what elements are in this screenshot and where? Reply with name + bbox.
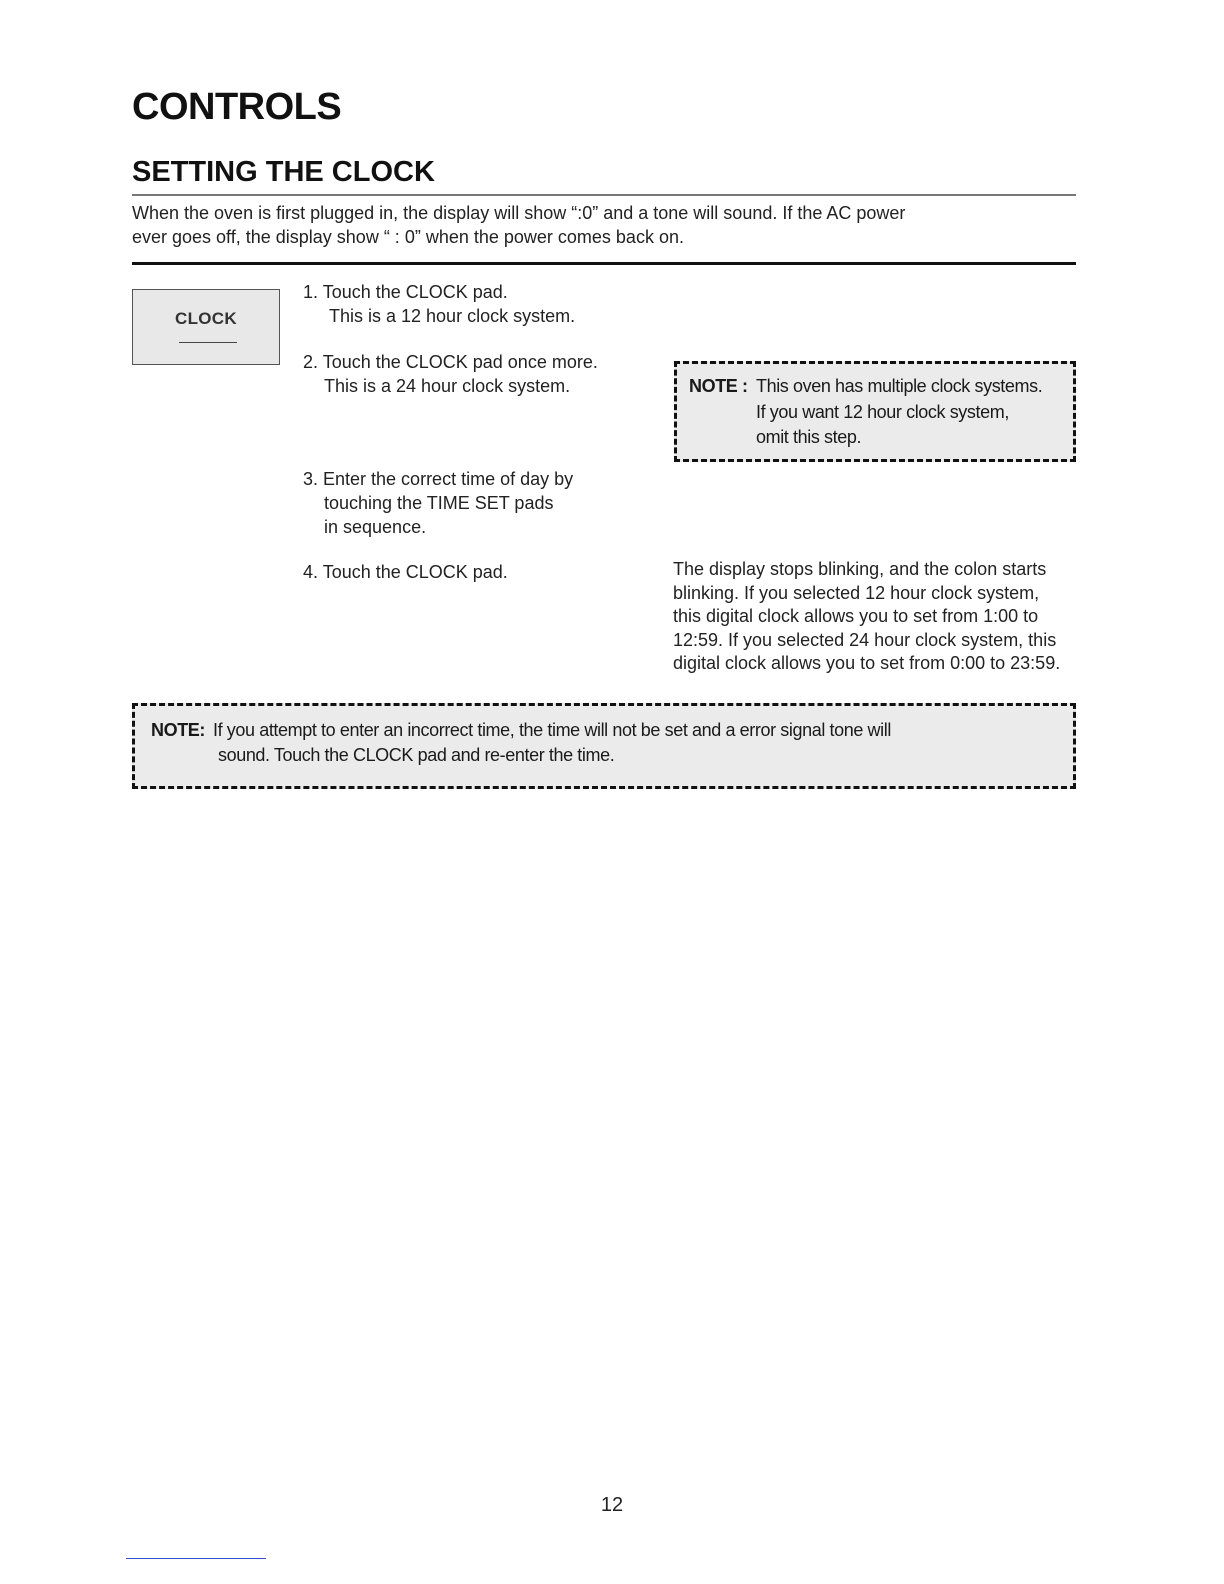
footer-line [126,1558,266,1559]
detail-line: this digital clock allows you to set from 1:00 to [673,606,1039,626]
note-line: If you want 12 hour clock system, [756,402,1009,422]
step-line: touching the TIME SET pads [324,493,554,513]
step-line: 2. Touch the CLOCK pad once more. [303,352,598,372]
section-title: SETTING THE CLOCK [132,156,435,188]
note-line: omit this step. [756,427,862,447]
detail-line: blinking. If you selected 12 hour clock system, [673,582,1040,603]
intro-line: When the oven is first plugged in, the display will show “:0” and a tone will sound. If the AC power [132,203,906,223]
section-divider [132,194,1076,196]
note-line: If you attempt to enter an incorrect time, the time will not be set and a error signal tone will [213,720,891,740]
note-multiple-clock-systems [674,361,1076,462]
detail-line: 12:59. If you selected 24 hour clock system, this [673,629,1057,650]
clock-pad-underline [179,342,237,343]
note-line: This oven has multiple clock systems. [756,376,1043,396]
note-label: NOTE: [151,720,205,740]
step-2 [303,350,598,398]
step-line: 4. Touch the CLOCK pad. [303,562,508,582]
step-line: in sequence. [324,517,427,537]
step-line: 3. Enter the correct time of day by [303,469,574,489]
step-3 [303,467,573,539]
intro-line: ever goes off, the display show “ : 0” when the power comes back on. [132,227,684,247]
note-incorrect-time [132,703,1076,789]
clock-pad-label: CLOCK [175,309,237,328]
intro-divider [132,262,1076,265]
page-title: CONTROLS [132,86,342,128]
page-number: 12 [600,1494,624,1516]
step-line: This is a 12 hour clock system. [329,306,576,326]
clock-pad-illustration [132,289,280,365]
step-line: This is a 24 hour clock system. [324,376,571,396]
intro-paragraph [132,201,1032,249]
step-4 [303,560,508,584]
detail-line: The display stops blinking, and the colon starts [673,559,1047,579]
step-1 [303,280,575,328]
detail-line: digital clock allows you to set from 0:00 to 23:59. [673,653,1061,673]
step-line: 1. Touch the CLOCK pad. [303,282,508,302]
note-label: NOTE : [689,376,748,396]
note-line: sound. Touch the CLOCK pad and re-enter the time. [218,745,615,765]
step-4-detail [673,558,1083,676]
